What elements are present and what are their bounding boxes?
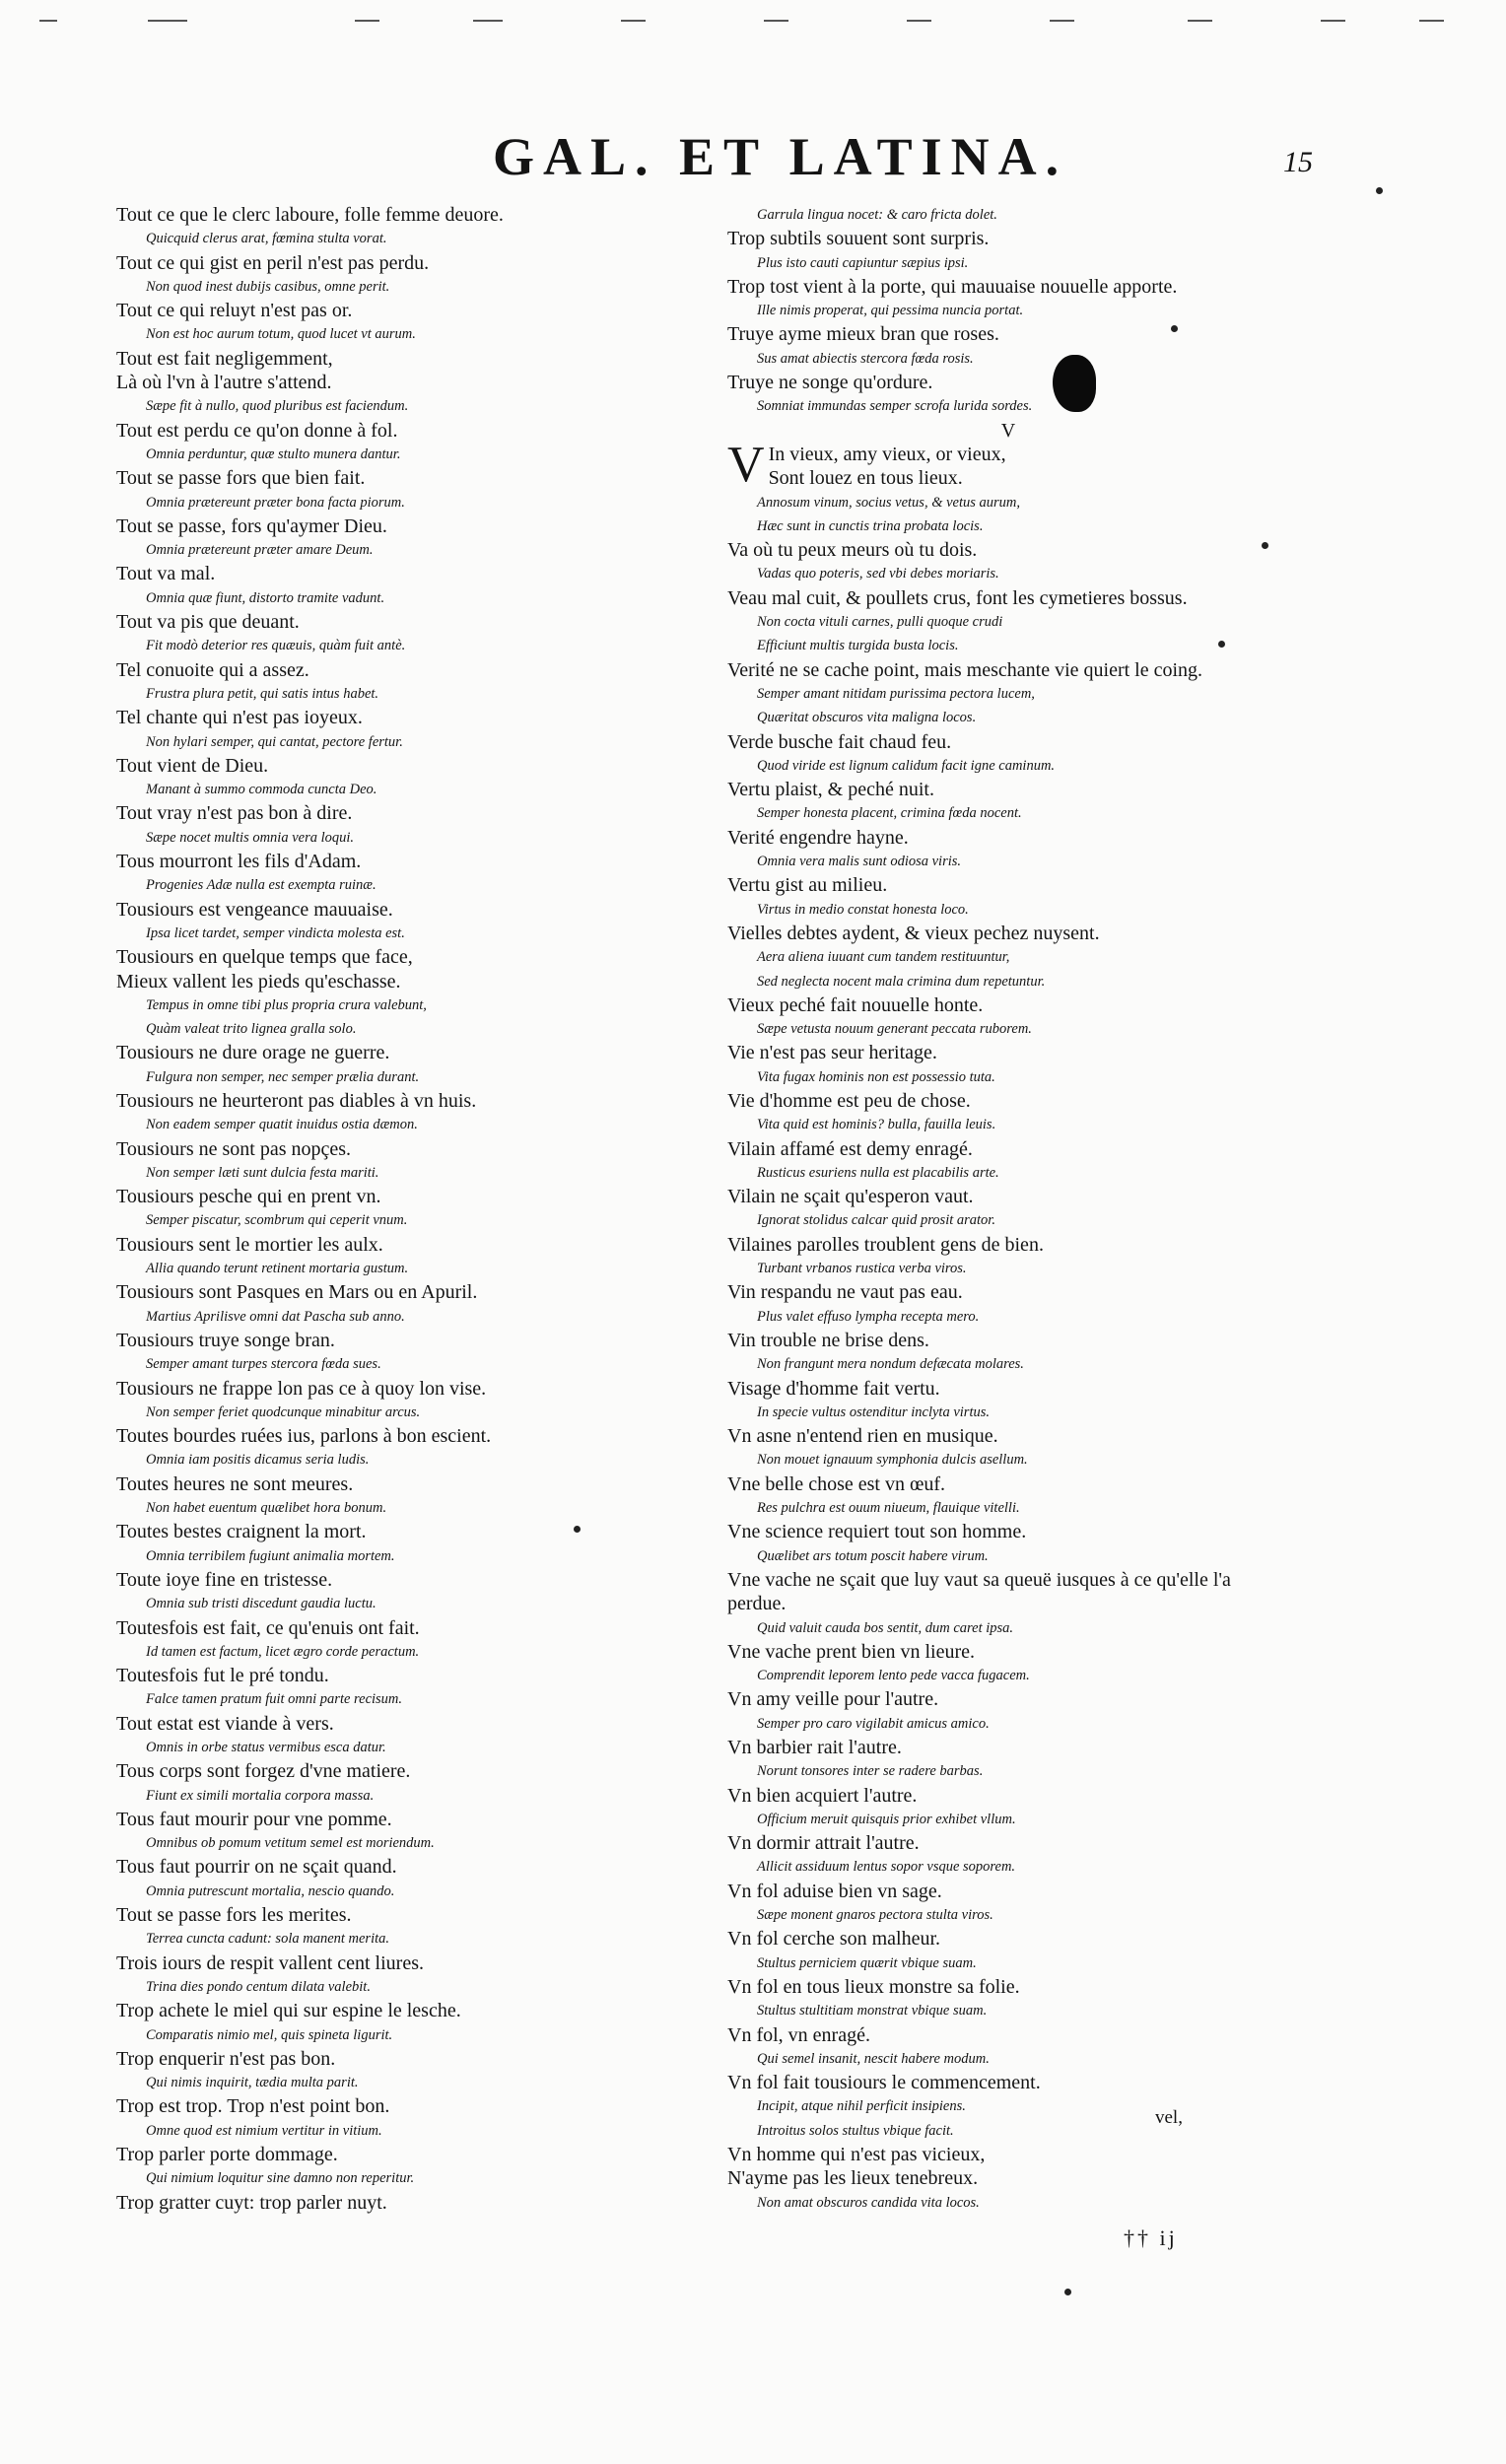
proverb-latin: Fulgura non semper, nec semper prælia durant. xyxy=(146,1068,420,1085)
proverb-french: Tout va mal. xyxy=(116,563,216,585)
proverb-latin: Omnia putrescunt mortalia, nescio quando. xyxy=(146,1882,395,1899)
proverb-french: Vn homme qui n'est pas vicieux, xyxy=(727,2144,986,2166)
proverb-french: Vielles debtes aydent, & vieux pechez nuysent. xyxy=(727,922,1100,944)
proverb-latin: Allicit assiduum lentus sopor vsque soporem. xyxy=(757,1859,1016,1876)
proverb-latin: Vita fugax hominis non est possessio tuta. xyxy=(757,1068,995,1085)
dropcap-line: In vieux, amy vieux, or vieux, xyxy=(768,443,1006,465)
proverb-french: Tousiours ne heurteront pas diables à vn huis. xyxy=(116,1089,477,1112)
proverb-latin: Virtus in medio constat honesta loco. xyxy=(757,901,969,918)
proverb-latin: Sus amat abiectis stercora fœda rosis. xyxy=(757,350,974,367)
proverb-latin: Qui nimis inquirit, tædia multa parit. xyxy=(146,2075,359,2091)
proverb-french: Tout ce qui reluyt n'est pas or. xyxy=(116,300,353,322)
proverb-french: Tout est fait negligemment, xyxy=(116,347,333,370)
proverb-french: Toutes bestes craignent la mort. xyxy=(116,1521,367,1543)
proverb-french: Trois iours de respit vallent cent liures. xyxy=(116,1951,424,1974)
dropcap-entry xyxy=(727,436,1289,493)
proverb-latin: Omnia quæ fiunt, distorto tramite vadunt. xyxy=(146,589,385,606)
proverb-french: Vn bien acquiert l'autre. xyxy=(727,1784,918,1807)
proverb-latin: Fit modò deterior res quæuis, quàm fuit antè. xyxy=(146,638,406,654)
proverb-french: Truye ne songe qu'ordure. xyxy=(727,372,933,394)
proverb-french: Tout se passe fors que bien fait. xyxy=(116,467,366,490)
proverb-french: Vertu gist au milieu. xyxy=(727,874,888,897)
proverb-latin: Aera aliena iuuant cum tandem restituuntur, xyxy=(757,949,1010,966)
proverb-french: Vie n'est pas seur heritage. xyxy=(727,1042,937,1064)
dropcap: V xyxy=(727,436,765,493)
margin-dot xyxy=(1262,542,1268,549)
proverb-latin: Stultus perniciem quærit vbique suam. xyxy=(757,1954,977,1971)
proverb-french: Tousiours sent le mortier les aulx. xyxy=(116,1233,383,1256)
proverb-latin: Annosum vinum, socius vetus, & vetus aurum, xyxy=(757,494,1021,511)
proverb-latin: Qui semel insanit, nescit habere modum. xyxy=(757,2050,990,2067)
proverb-latin: Sæpe monent gnaros pectora stulta viros. xyxy=(757,1907,993,1924)
proverb-latin: Ipsa licet tardet, semper vindicta molesta est. xyxy=(146,924,405,941)
proverb-french: Verde busche fait chaud feu. xyxy=(727,730,952,753)
proverb-french: Tout va pis que deuant. xyxy=(116,611,300,634)
proverb-latin: Frustra plura petit, qui satis intus habet. xyxy=(146,685,379,702)
proverb-french: Tout ce que le clerc laboure, folle femme deuore. xyxy=(116,204,504,226)
proverb-latin: Non cocta vituli carnes, pulli quoque crudi xyxy=(757,614,1003,631)
proverb-latin: Omnia terribilem fugiunt animalia mortem. xyxy=(146,1547,395,1564)
proverb-french: Toutes bourdes ruées ius, parlons à bon escient. xyxy=(116,1425,492,1448)
proverb-latin: Martius Aprilisve omni dat Pascha sub anno. xyxy=(146,1308,405,1325)
margin-dot xyxy=(1064,2289,1071,2295)
top-rule-marks xyxy=(39,16,1459,26)
proverb-french: Trop parler porte dommage. xyxy=(116,2144,338,2166)
proverb-french: Tousiours ne frappe lon pas ce à quoy lon vise. xyxy=(116,1377,487,1400)
proverb-latin: Semper pro caro vigilabit amicus amico. xyxy=(757,1715,990,1732)
proverb-french: Trop gratter cuyt: trop parler nuyt. xyxy=(116,2191,387,2214)
proverb-latin: Quid valuit cauda bos sentit, dum caret ipsa. xyxy=(757,1619,1014,1636)
proverb-french: Tout est perdu ce qu'on donne à fol. xyxy=(116,419,398,442)
proverb-latin: Omnia sub tristi discedunt gaudia luctu. xyxy=(146,1596,376,1612)
proverb-latin: Falce tamen pratum fuit omni parte recisum. xyxy=(146,1691,403,1708)
proverb-french: Truye ayme mieux bran que roses. xyxy=(727,323,999,346)
proverb-latin: Introitus solos stultus vbique facit. xyxy=(757,2122,954,2139)
proverb-french: Trop enquerir n'est pas bon. xyxy=(116,2047,336,2070)
proverb-french: Vertu plaist, & peché nuit. xyxy=(727,779,934,801)
proverb-french: Vn fol aduise bien vn sage. xyxy=(727,1880,942,1902)
proverb-latin: Omnibus ob pomum vetitum semel est moriendum. xyxy=(146,1835,435,1852)
proverb-latin: Efficiunt multis turgida busta locis. xyxy=(757,638,959,654)
proverb-latin: Res pulchra est ouum niueum, flauique vitelli. xyxy=(757,1500,1020,1517)
proverb-latin: Plus valet effuso lympha recepta mero. xyxy=(757,1308,980,1325)
proverb-french: Tousiours sont Pasques en Mars ou en Apuril. xyxy=(116,1281,478,1304)
proverb-latin: Id tamen est factum, licet ægro corde peractum. xyxy=(146,1643,420,1660)
proverb-french: Tous mourront les fils d'Adam. xyxy=(116,851,362,873)
proverb-latin: Incipit, atque nihil perficit insipiens. xyxy=(757,2098,966,2115)
proverb-french: Tousiours est vengeance mauuaise. xyxy=(116,898,393,921)
proverb-french: Tout vient de Dieu. xyxy=(116,754,269,777)
proverb-latin: Semper amant nitidam purissima pectora lucem, xyxy=(757,685,1035,702)
margin-dot xyxy=(1171,325,1178,332)
dropcap-line: Sont louez en tous lieux. xyxy=(768,467,963,490)
proverb-french: Tel conuoite qui a assez. xyxy=(116,658,309,681)
proverb-latin: Terrea cuncta cadunt: sola manent merita. xyxy=(146,1931,390,1948)
proverb-french: Tousiours pesche qui en prent vn. xyxy=(116,1186,381,1208)
proverb-latin: Non semper feriet quodcunque minabitur arcus. xyxy=(146,1403,421,1420)
proverb-french: Vilain ne sçait qu'esperon vaut. xyxy=(727,1186,974,1208)
page-number: 15 xyxy=(1283,146,1313,178)
proverb-latin: Progenies Adæ nulla est exempta ruinæ. xyxy=(146,877,376,894)
proverb-latin: Non eadem semper quatit inuidus ostia dæmon. xyxy=(146,1117,418,1133)
proverb-french: Visage d'homme fait vertu. xyxy=(727,1377,940,1400)
proverb-french: Verité ne se cache point, mais meschante vie quiert le coing. xyxy=(727,658,1203,681)
proverb-latin: Non est hoc aurum totum, quod lucet vt aurum. xyxy=(146,326,416,343)
proverb-french: Là où l'vn à l'autre s'attend. xyxy=(116,372,332,394)
proverb-latin: Fiunt ex simili mortalia corpora massa. xyxy=(146,1787,375,1804)
proverb-latin: Non hylari semper, qui cantat, pectore fertur. xyxy=(146,733,403,750)
proverb-latin: Semper piscatur, scombrum qui ceperit vnum. xyxy=(146,1212,408,1229)
proverb-latin: Omne quod est nimium vertitur in vitium. xyxy=(146,2122,382,2139)
proverb-french: Toute ioye fine en tristesse. xyxy=(116,1568,333,1591)
proverb-latin: Trina dies pondo centum dilata valebit. xyxy=(146,1978,371,1995)
proverb-french: Trop achete le miel qui sur espine le lesche. xyxy=(116,2000,461,2022)
proverb-french: Vn fol fait tousiours le commencement. xyxy=(727,2072,1041,2094)
proverb-latin: Semper amant turpes stercora fœda sues. xyxy=(146,1356,381,1373)
proverb-latin: Sed neglecta nocent mala crimina dum repetuntur. xyxy=(757,973,1046,990)
proverb-latin: Stultus stultitiam monstrat vbique suam. xyxy=(757,2003,988,2019)
proverb-latin: Non mouet ignauum symphonia dulcis asellum. xyxy=(757,1452,1028,1469)
proverb-latin: Omnis in orbe status vermibus esca datur. xyxy=(146,1740,386,1755)
proverb-french: Mieux vallent les pieds qu'eschasse. xyxy=(116,970,401,992)
proverb-french: Tous corps sont forgez d'vne matiere. xyxy=(116,1760,411,1783)
proverb-latin: Sæpe vetusta nouum generant peccata ruborem. xyxy=(757,1021,1032,1038)
proverb-french: Tousiours ne dure orage ne guerre. xyxy=(116,1042,390,1064)
right-column xyxy=(727,203,1289,2215)
proverb-latin: Non semper læti sunt dulcia festa mariti. xyxy=(146,1164,379,1181)
proverb-latin: Semper honesta placent, crimina fœda nocent. xyxy=(757,805,1022,822)
proverb-latin: Quælibet ars totum poscit habere virum. xyxy=(757,1547,989,1564)
proverb-latin: Quicquid clerus arat, fœmina stulta vorat. xyxy=(146,231,387,247)
proverb-latin: Sæpe fit à nullo, quod pluribus est faciendum. xyxy=(146,398,409,415)
proverb-french: Vn dormir attrait l'autre. xyxy=(727,1832,920,1855)
proverb-french: Vilain affamé est demy enragé. xyxy=(727,1137,973,1160)
proverb-latin: Officium meruit quisquis prior exhibet vllum. xyxy=(757,1811,1016,1827)
proverb-latin: Comparatis nimio mel, quis spineta ligurit. xyxy=(146,2026,393,2043)
proverb-latin: Vita quid est hominis? bulla, fauilla leuis. xyxy=(757,1117,996,1133)
proverb-latin: Qui nimium loquitur sine damno non reperitur. xyxy=(146,2170,415,2187)
proverb-french: Vne belle chose est vn œuf. xyxy=(727,1472,946,1495)
proverb-french: Tous faut mourir pour vne pomme. xyxy=(116,1808,392,1830)
proverb-french: Toutes heures ne sont meures. xyxy=(116,1472,354,1495)
right-column-bottom xyxy=(727,491,1289,2215)
proverb-french: Vn amy veille pour l'autre. xyxy=(727,1688,939,1711)
proverb-french: Toutesfois fut le pré tondu. xyxy=(116,1665,329,1687)
proverb-french: Tout se passe, fors qu'aymer Dieu. xyxy=(116,514,387,537)
proverb-french: Veau mal cuit, & poullets crus, font les cymetieres bossus. xyxy=(727,586,1188,609)
proverb-latin: Garrula lingua nocet: & caro fricta dolet. xyxy=(757,207,997,223)
proverb-french: Vilaines parolles troublent gens de bien. xyxy=(727,1233,1044,1256)
proverb-french: Toutesfois est fait, ce qu'enuis ont fait. xyxy=(116,1616,420,1639)
proverb-latin: Non quod inest dubijs casibus, omne perit. xyxy=(146,278,390,295)
proverb-latin: Non frangunt mera nondum defæcata molares. xyxy=(757,1356,1024,1373)
proverb-french: Verité engendre hayne. xyxy=(727,826,909,849)
proverb-french: Tous faut pourrir on ne sçait quand. xyxy=(116,1856,397,1879)
proverb-french: Vie d'homme est peu de chose. xyxy=(727,1089,971,1112)
proverb-latin: Omnia perduntur, quæ stulto munera dantur. xyxy=(146,445,401,462)
proverb-french: Tout estat est viande à vers. xyxy=(116,1712,334,1735)
ink-blot xyxy=(1053,355,1096,412)
margin-dot xyxy=(1218,641,1225,648)
proverb-latin: Turbant vrbanos rustica verba viros. xyxy=(757,1261,967,1277)
proverb-french: Vne vache ne sçait que luy vaut sa queuë iusques à ce qu'elle l'a perdue. xyxy=(727,1568,1231,1615)
left-column xyxy=(116,203,747,2215)
signature-mark: †† ij xyxy=(1124,2225,1178,2250)
margin-note: vel, xyxy=(1155,2107,1183,2128)
proverb-latin: Hæc sunt in cunctis trina probata locis. xyxy=(757,517,984,534)
proverb-latin: Vadas quo poteris, sed vbi debes moriaris. xyxy=(757,566,999,582)
margin-dot xyxy=(1376,187,1383,194)
proverb-french: Trop tost vient à la porte, qui mauuaise nouuelle apporte. xyxy=(727,275,1178,298)
proverb-latin: Quàm valeat trito lignea gralla solo. xyxy=(146,1021,357,1038)
proverb-french: Vn fol cerche son malheur. xyxy=(727,1928,941,1951)
proverb-french: N'ayme pas les lieux tenebreux. xyxy=(727,2167,979,2190)
proverb-latin: Ignorat stolidus calcar quid prosit arator. xyxy=(757,1212,995,1229)
proverb-french: Tousiours en quelque temps que face, xyxy=(116,946,413,969)
proverb-latin: Ille nimis properat, qui pessima nuncia portat. xyxy=(757,303,1024,319)
proverb-latin: Non habet euentum quælibet hora bonum. xyxy=(146,1500,387,1517)
proverb-latin: Non amat obscuros candida vita locos. xyxy=(757,2194,980,2211)
proverb-latin: Omnia prætereunt præter bona facta piorum. xyxy=(146,494,405,511)
section-letter: V xyxy=(1000,419,1016,442)
proverb-latin: Omnia iam positis dicamus seria ludis. xyxy=(146,1452,370,1469)
proverb-french: Vieux peché fait nouuelle honte. xyxy=(727,993,984,1016)
proverb-french: Trop est trop. Trop n'est point bon. xyxy=(116,2095,390,2118)
proverb-french: Tousiours ne sont pas nopçes. xyxy=(116,1137,352,1160)
proverb-french: Tout vray n'est pas bon à dire. xyxy=(116,802,353,825)
proverb-french: Trop subtils souuent sont surpris. xyxy=(727,228,990,250)
proverb-french: Vne science requiert tout son homme. xyxy=(727,1521,1027,1543)
proverb-french: Tout se passe fors les merites. xyxy=(116,1904,352,1927)
proverb-french: Vin trouble ne brise dens. xyxy=(727,1329,929,1351)
proverb-latin: Tempus in omne tibi plus propria crura valebunt, xyxy=(146,996,427,1013)
proverb-latin: Comprendit leporem lento pede vacca fugacem. xyxy=(757,1668,1030,1684)
proverb-latin: Norunt tonsores inter se radere barbas. xyxy=(757,1763,984,1780)
proverb-french: Va où tu peux meurs où tu dois. xyxy=(727,539,978,562)
proverb-french: Vin respandu ne vaut pas eau. xyxy=(727,1281,963,1304)
proverb-french: Tousiours truye songe bran. xyxy=(116,1329,335,1351)
margin-dot xyxy=(574,1526,581,1533)
right-column-top xyxy=(727,203,1289,419)
proverb-latin: Somniat immundas semper scrofa lurida sordes. xyxy=(757,398,1033,415)
proverb-french: Vn fol, vn enragé. xyxy=(727,2023,870,2046)
proverb-french: Vn barbier rait l'autre. xyxy=(727,1737,902,1758)
proverb-latin: Sæpe nocet multis omnia vera loqui. xyxy=(146,829,355,846)
proverb-french: Tel chante qui n'est pas ioyeux. xyxy=(116,707,363,729)
proverb-french: Tout ce qui gist en peril n'est pas perdu. xyxy=(116,251,430,274)
proverb-latin: Allia quando terunt retinent mortaria gustum. xyxy=(146,1261,409,1277)
proverb-latin: Omnia vera malis sunt odiosa viris. xyxy=(757,854,962,870)
running-head: GAL. ET LATINA. xyxy=(493,127,1068,186)
proverb-latin: Omnia prætereunt præter amare Deum. xyxy=(146,542,374,559)
proverb-french: Vn asne n'entend rien en musique. xyxy=(727,1425,998,1448)
proverb-french: Vne vache prent bien vn lieure. xyxy=(727,1640,976,1663)
proverb-latin: Manant à summo commoda cuncta Deo. xyxy=(146,782,377,798)
proverb-latin: Rusticus esuriens nulla est placabilis arte. xyxy=(757,1164,999,1181)
proverb-latin: Quod viride est lignum calidum facit igne caminum. xyxy=(757,757,1056,774)
proverb-latin: Plus isto cauti capiuntur sæpius ipsi. xyxy=(757,254,969,271)
proverb-latin: Quæritat obscuros vita maligna locos. xyxy=(757,710,977,726)
proverb-latin: In specie vultus ostenditur inclyta virtus. xyxy=(757,1403,990,1420)
proverb-french: Vn fol en tous lieux monstre sa folie. xyxy=(727,1975,1020,1998)
